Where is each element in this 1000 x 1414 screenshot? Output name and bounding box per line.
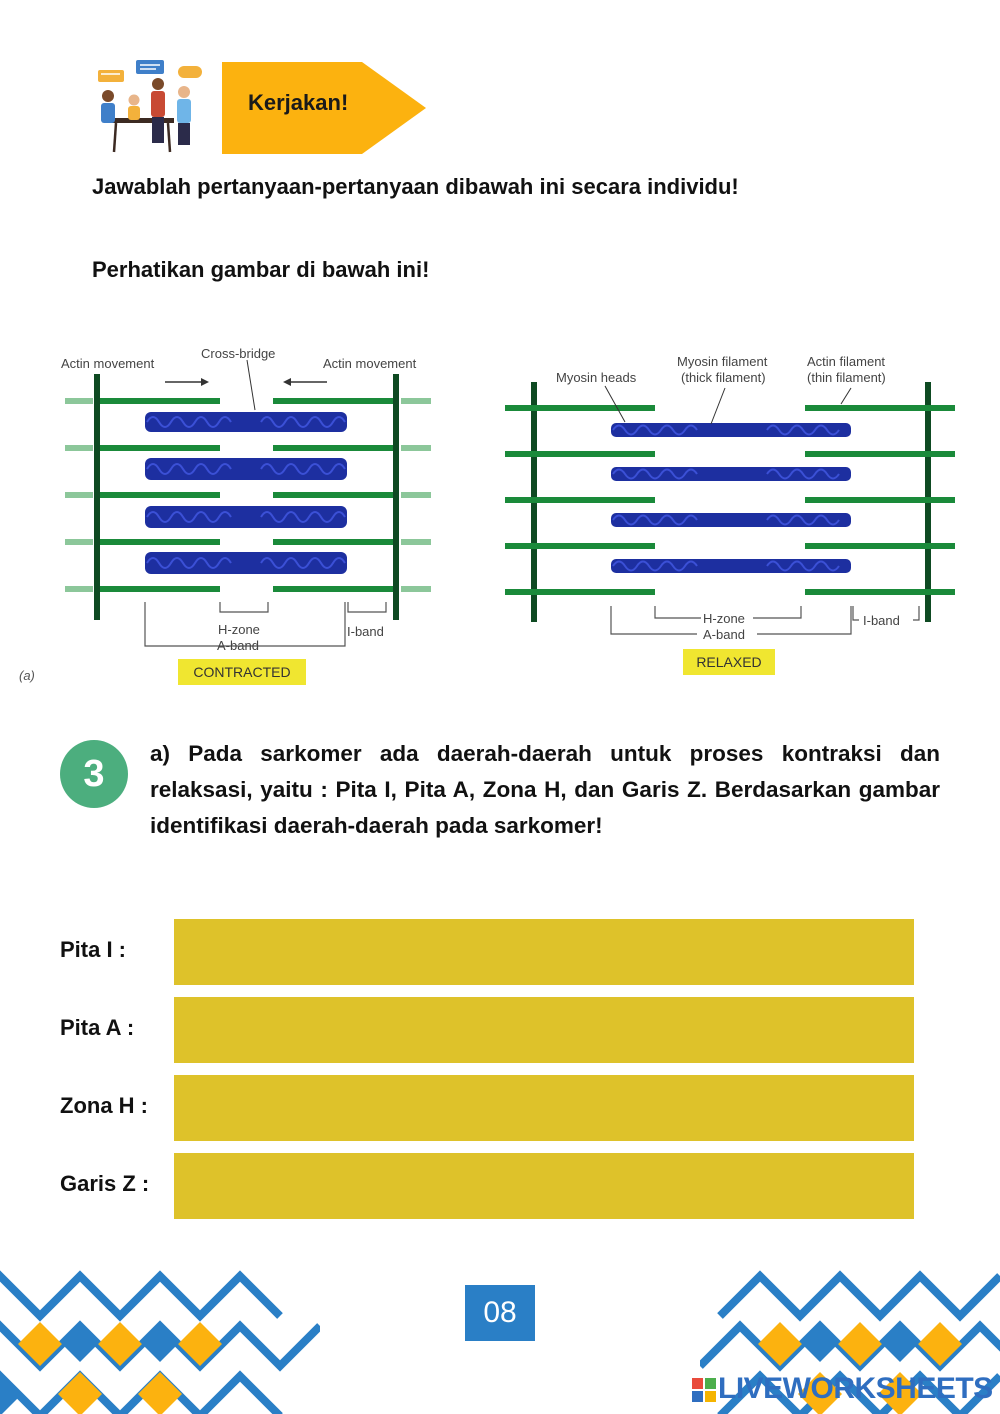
label-contracted: CONTRACTED (193, 664, 291, 680)
label-actin-movement-left: Actin movement (61, 356, 155, 371)
answer-field-garis-z[interactable] (174, 1153, 914, 1219)
label-a-band-relaxed: A-band (703, 627, 745, 642)
label-myosin-filament: Myosin filament (677, 354, 768, 369)
banner-label: Kerjakan! (248, 90, 349, 115)
label-thin-filament: (thin filament) (807, 370, 886, 385)
label-i-band-contracted: I-band (347, 624, 384, 639)
panel-label: (a) (19, 668, 35, 683)
sarcomere-diagram (15, 340, 985, 690)
answer-label-garis-z: Garis Z : (60, 1171, 150, 1196)
team-discussion-illustration (88, 56, 208, 156)
question-text: a) Pada sarkomer ada daerah-daerah untuk proses kontraksi dan relaksasi, yaitu : Pita I, Pita A, Zona H, dan Garis Z. Berdasarkan gambar identifikasi daerah-daerah pada sarkomer! (150, 741, 940, 838)
answer-field-zona-h[interactable] (174, 1075, 914, 1141)
answer-field-pita-i[interactable] (174, 919, 914, 985)
answer-label-pita-a: Pita A : (60, 1015, 135, 1040)
label-i-band-relaxed: I-band (863, 613, 900, 628)
label-actin-movement-right: Actin movement (323, 356, 417, 371)
label-a-band-contracted: A-band (217, 638, 259, 653)
label-h-zone-contracted: H-zone (218, 622, 260, 637)
contracted-panel (19, 346, 431, 685)
label-h-zone-relaxed: H-zone (703, 611, 745, 626)
label-actin-filament: Actin filament (807, 354, 886, 369)
answer-label-zona-h: Zona H : (60, 1093, 148, 1118)
brand-logo-text[interactable]: LIVEWORKSHEETS (718, 1372, 993, 1405)
answer-label-pita-i: Pita I : (60, 937, 127, 962)
instruction-line-1: Jawablah pertanyaan-pertanyaan dibawah ini secara individu! (92, 174, 739, 199)
question-number-badge: 3 (60, 740, 128, 808)
label-cross-bridge: Cross-bridge (201, 346, 276, 361)
page-number: 08 (465, 1285, 535, 1341)
footer-pattern-left (0, 1256, 320, 1414)
relaxed-panel (505, 354, 955, 675)
answer-field-pita-a[interactable] (174, 997, 914, 1063)
label-myosin-heads: Myosin heads (556, 370, 637, 385)
liveworksheets-logo-icon (692, 1378, 716, 1402)
label-relaxed: RELAXED (696, 654, 762, 670)
instruction-line-2: Perhatikan gambar di bawah ini! (92, 257, 430, 282)
label-thick-filament: (thick filament) (681, 370, 766, 385)
